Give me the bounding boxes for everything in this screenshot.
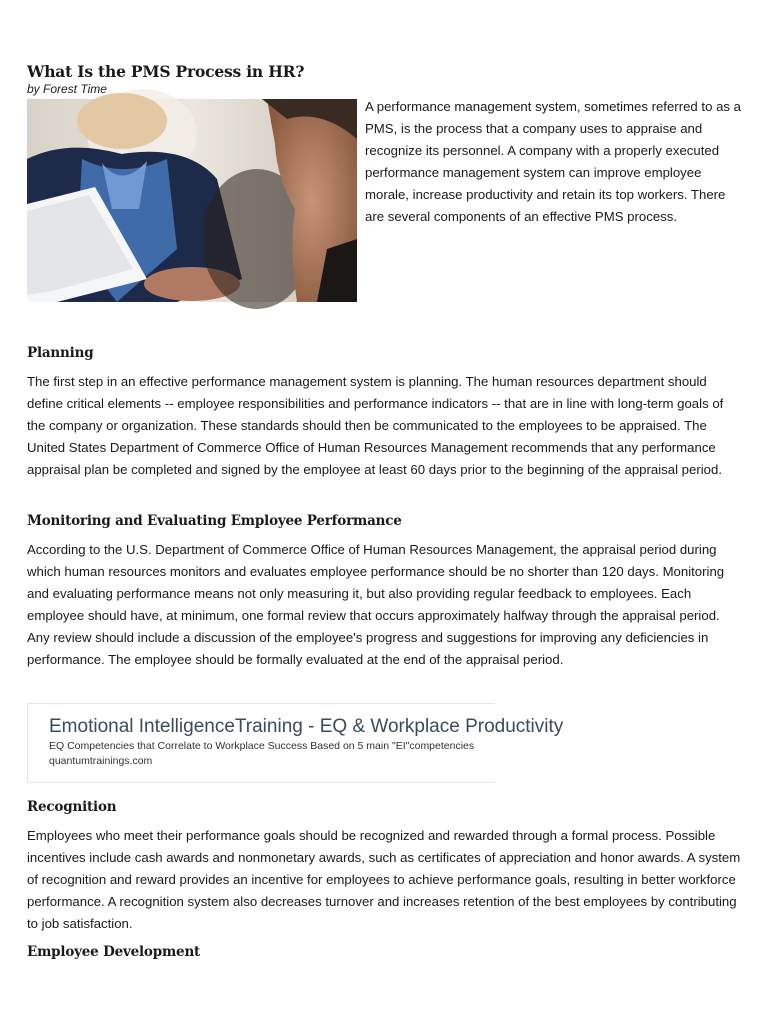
section-monitoring	[27, 512, 741, 671]
article-byline: by Forest Time	[27, 82, 107, 96]
ad-description: EQ Competencies that Correlate to Workplace Success Based on 5 main "EI"competencies	[49, 740, 475, 752]
section-body: The first step in an effective performance management system is planning. The human resources department should define critical elements -- employee responsibilities and performance indicators -- that are in line with long-term goals of the company or organization. These standards should then be communicated to the employees to be appraised. The United States Department of Commerce Office of Human Resources Management recommends that any performance appraisal plan be completed and signed by the employee at least 60 days prior to the beginning of the appraisal period.	[27, 374, 724, 477]
intro-paragraph: A performance management system, sometimes referred to as a PMS, is the process that a company uses to appraise and recognize its personnel. A company with a properly executed performance management system can improve employee morale, increase productivity and retain its top workers. There are several components of an effective PMS process.	[365, 99, 742, 224]
section-employee-development	[27, 943, 741, 961]
section-body: According to the U.S. Department of Commerce Office of Human Resources Management, the appraisal period during which human resources monitors and evaluates employee performance should be no shorter than 120 days. Monitoring and evaluating performance means not only measuring it, but also providing regular feedback to employees. Each employee should have, at minimum, one formal review that occurs approximately halfway through the appraisal period. Any review should include a discussion of the employee's progress and suggestions for improving any deficiencies in performance. The employee should be formally evaluated at the end of the appraisal period.	[27, 542, 725, 667]
section-heading: Planning	[27, 345, 94, 361]
sponsored-ad[interactable]	[27, 703, 564, 783]
article-photo	[27, 99, 357, 302]
section-recognition	[27, 798, 741, 935]
ad-title[interactable]: Emotional IntelligenceTraining - EQ & Workplace Productivity	[49, 716, 564, 737]
ad-url[interactable]: quantumtrainings.com	[49, 755, 153, 767]
section-heading: Monitoring and Evaluating Employee Performance	[27, 513, 402, 529]
section-planning	[27, 344, 741, 481]
office-meeting-photo	[27, 99, 357, 302]
section-heading: Recognition	[27, 799, 117, 815]
section-heading: Employee Development	[27, 944, 201, 960]
intro-block	[27, 96, 741, 326]
article	[27, 62, 742, 960]
article-title: What Is the PMS Process in HR?	[27, 62, 305, 81]
section-body: Employees who meet their performance goals should be recognized and rewarded through a formal process. Possible incentives include cash awards and nonmonetary awards, such as certificates of appreciation and honor awards. A system of recognition and reward provides an incentive for employees to achieve performance goals, resulting in better workforce performance. A recognition system also decreases turnover and increases retention of the best employees by contributing to job satisfaction.	[27, 828, 741, 931]
